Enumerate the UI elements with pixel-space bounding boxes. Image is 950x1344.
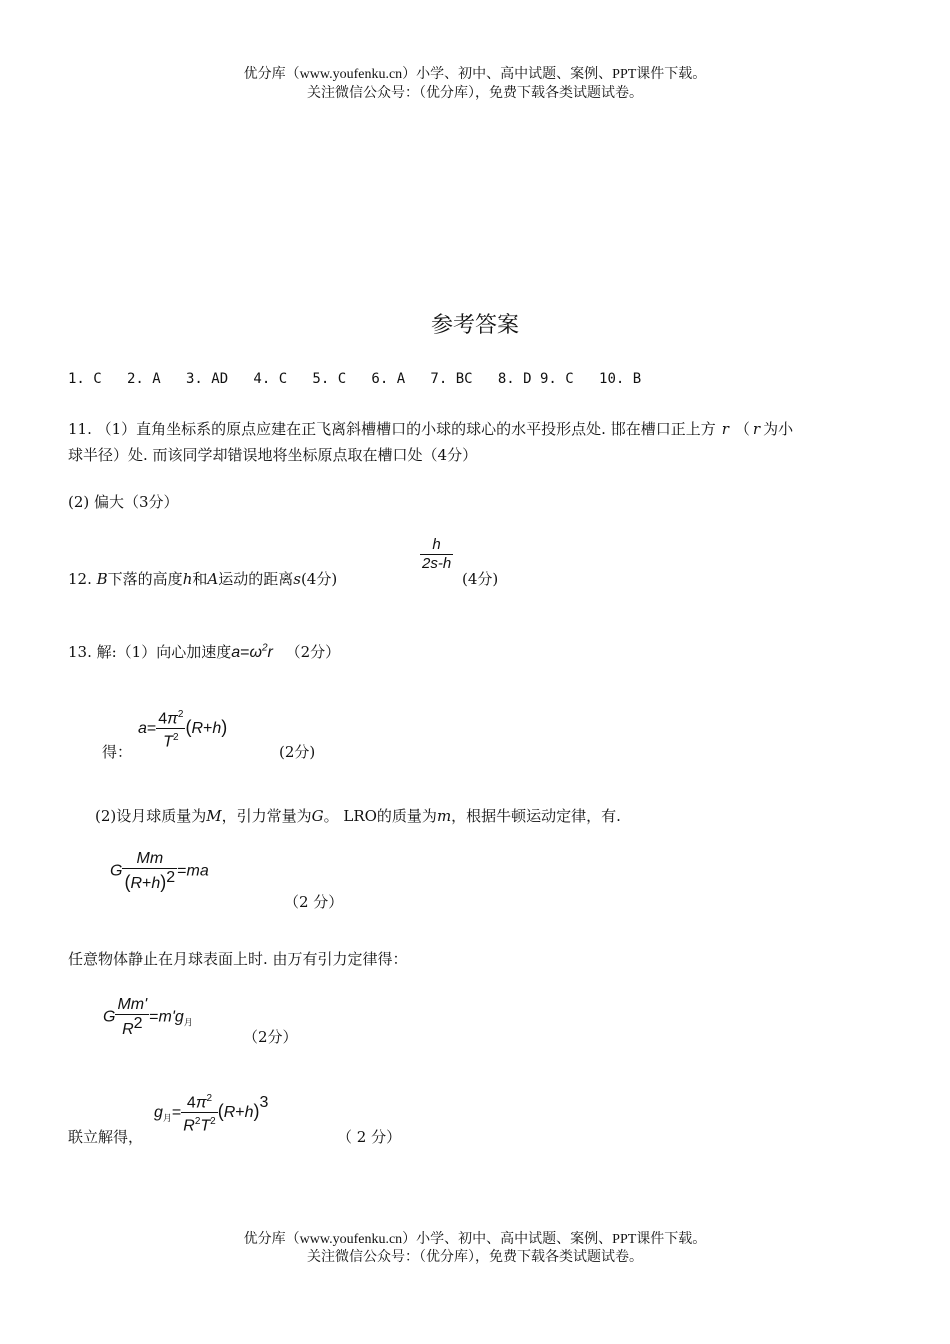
q12-score-1: (4分)	[300, 570, 338, 588]
q11-text-c: 为小	[763, 420, 794, 438]
formula-surface-gravity: G $\frac{Mm'}{R^2}$ $=m'g_月$	[103, 996, 193, 1038]
formula-moon-gravity: $g_月=$ $\frac{4\pi^2}{R^2T^2}$ $(R+h)^3$	[154, 1090, 268, 1136]
q13-static-text: 任意物体静止在月球表面上时. 由万有引力定律得：	[68, 950, 408, 968]
var-m-upper: M	[206, 807, 222, 825]
q12-fraction	[420, 536, 453, 573]
var-g-upper: G	[311, 807, 324, 825]
q13-de: 得：	[102, 743, 133, 761]
q13-score-3: （2 分）	[284, 893, 344, 911]
q11-text-a: 11. （1）直角坐标系的原点应建在正飞离斜槽槽口的小球的球心的水平投形点处. 邯在槽口正上方	[68, 420, 716, 438]
q13-score-1: （2分）	[285, 643, 341, 661]
q13-part2-b: ，引力常量为	[221, 807, 312, 825]
q13-score-5: （ 2 分）	[337, 1128, 402, 1146]
q12-text-1: 下落的高度	[107, 570, 183, 588]
q12-var-s: s	[293, 570, 301, 588]
footer-line-1: 优分库（www.youfenku.cn）小学、初中、高中试题、案例、PPT课件下载。	[243, 1232, 707, 1247]
formula-centripetal: a	[231, 644, 241, 661]
q13-part2-d: ，根据牛顿运动定律，有.	[451, 807, 621, 825]
q13-intro: 13. 解:（1）向心加速度	[68, 643, 232, 661]
q12-var-h: h	[182, 570, 193, 588]
moon-subscript: 月	[162, 1113, 172, 1124]
q12-number: 12.	[68, 570, 92, 588]
header-line-1: 优分库（www.youfenku.cn）小学、初中、高中试题、案例、PPT课件下载。	[243, 67, 707, 82]
q11-line-1	[68, 418, 793, 439]
q13-score-4: （2分）	[243, 1028, 298, 1046]
q11-r: r	[721, 420, 729, 438]
page-title: 参考答案	[430, 313, 519, 338]
q13-part2-a: (2)设月球质量为	[95, 807, 207, 825]
q12-text-3: 运动的距离	[218, 570, 294, 588]
q12-text-2: 和	[192, 570, 208, 588]
q13-part-2-line	[95, 805, 621, 826]
q12-score-2: (4分)	[462, 570, 499, 588]
var-m-lower: m	[436, 807, 452, 825]
q12-frac-denominator: 2s-h	[422, 555, 452, 572]
q11-line-2: 球半径）处. 而该同学却错误地将坐标原点取在槽口处（4分）	[68, 446, 478, 464]
footer-line-2: 关注微信公众号：（优分库），免费下载各类试题试卷。	[307, 1250, 643, 1265]
q11-part-2: (2) 偏大（3分）	[68, 493, 179, 511]
q12-frac-numerator: h	[420, 536, 453, 555]
q13-solve-text: 联立解得，	[68, 1128, 144, 1146]
choice-answers: 1. C 2. A 3. AD 4. C 5. C 6. A 7. BC 8. D 9. C 10. B	[68, 371, 642, 387]
q11-text-b: （	[734, 420, 750, 438]
q13-part2-c: 。 LRO的质量为	[323, 807, 437, 825]
q13-score-2: (2分)	[279, 743, 316, 761]
q12-var-b: B	[96, 570, 108, 588]
q12-var-a: A	[207, 570, 219, 588]
formula-acceleration: a= $\frac{4\pi^2}{T^2}$ (R+h)	[138, 706, 227, 752]
q12-line	[68, 568, 337, 589]
q13-intro-line: 13. 解:（1）向心加速度$a=\omega^2r$ （2分）	[68, 642, 341, 661]
moon-subscript: 月	[183, 1018, 193, 1029]
formula-gravity-orbit: G $\frac{Mm}{(R+h)^2}$ =ma	[110, 850, 209, 892]
header-line-2: 关注微信公众号：（优分库），免费下载各类试题试卷。	[307, 86, 643, 101]
q11-r: r	[752, 420, 761, 438]
